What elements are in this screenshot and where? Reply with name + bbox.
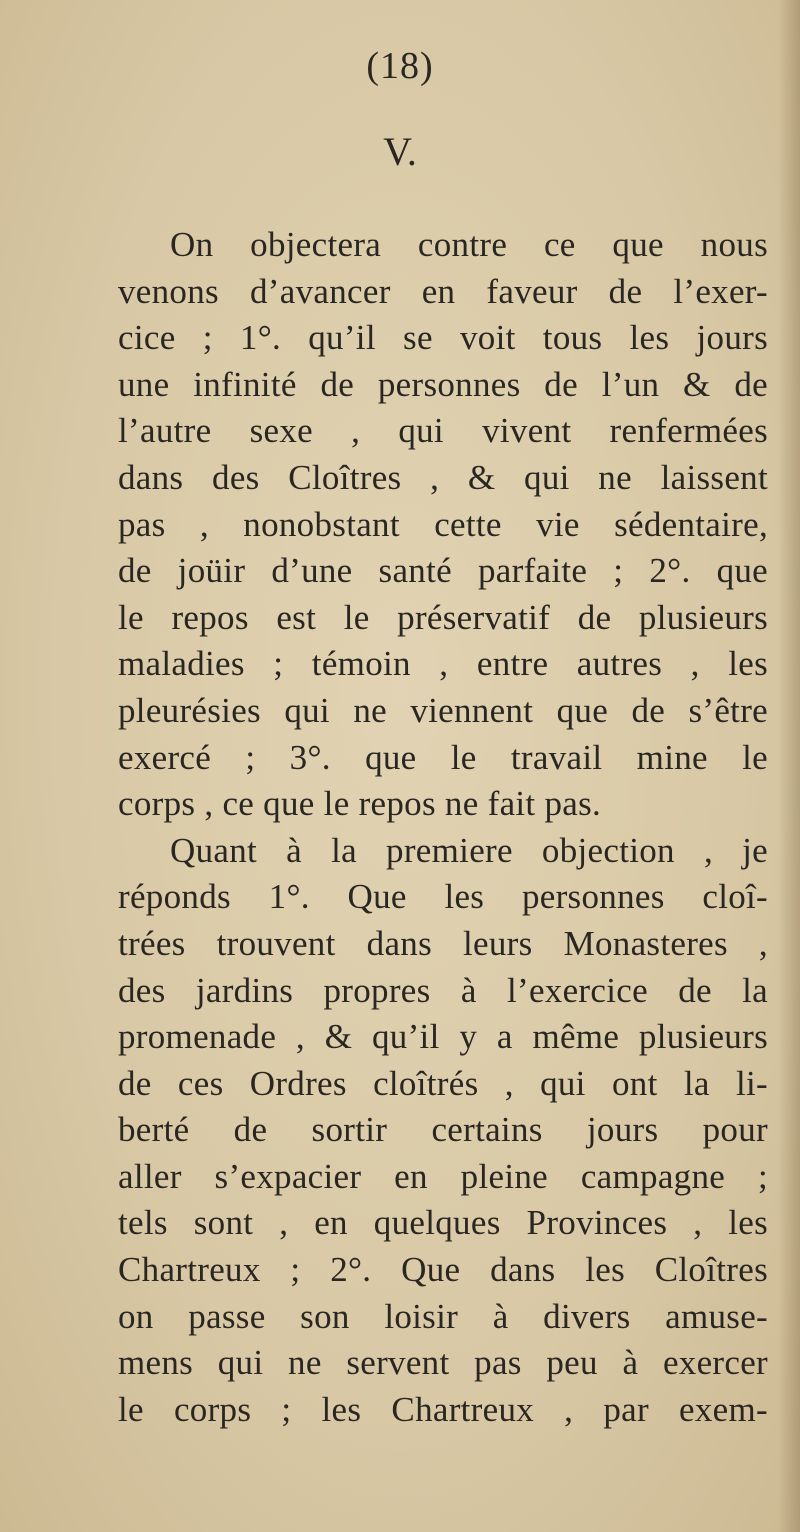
text-line: réponds 1°. Que les personnes cloî- [118, 877, 768, 917]
text-line: pleurésies qui ne viennent que de s’être [118, 690, 768, 730]
text-line: on passe son loisir à divers amuse- [118, 1296, 768, 1336]
text-line: le repos est le préservatif de plusieurs [118, 597, 768, 637]
text-line: de joüir d’une santé parfaite ; 2°. que [118, 551, 768, 591]
text-line: Chartreux ; 2°. Que dans les Cloîtres [118, 1250, 768, 1290]
text-line: corps , ce que le repos ne fait pas. [118, 784, 602, 824]
text-line: des jardins propres à l’exercice de la [118, 970, 768, 1010]
text-line: pas , nonobstant cette vie sédentaire, [118, 504, 768, 544]
text-line: aller s’expacier en pleine campagne ; [118, 1156, 768, 1196]
body-text [118, 222, 768, 1433]
text-line: l’autre sexe , qui vivent renfermées [118, 411, 768, 451]
page-number: (18) [366, 45, 434, 87]
text-line: venons d’avancer en faveur de l’exer- [118, 271, 768, 311]
text-line: Quant à la premiere objection , je [170, 830, 768, 870]
section-numeral: V. [383, 129, 417, 174]
text-line: maladies ; témoin , entre autres , les [118, 644, 768, 684]
text-line: cice ; 1°. qu’il se voit tous les jours [118, 318, 768, 358]
text-line: On objectera contre ce que nous [170, 225, 768, 264]
text-line: une infinité de personnes de l’un & de [118, 364, 768, 404]
text-line: de ces Ordres cloîtrés , qui ont la li- [118, 1063, 768, 1103]
page-edge-shadow [778, 0, 800, 1532]
text-line: tels sont , en quelques Provinces , les [118, 1203, 768, 1243]
text-line: trées trouvent dans leurs Monasteres , [118, 923, 768, 963]
text-line: dans des Cloîtres , & qui ne laissent [118, 457, 768, 497]
text-line: berté de sortir certains jours pour [118, 1110, 768, 1150]
text-line: exercé ; 3°. que le travail mine le [118, 737, 768, 777]
text-line: mens qui ne servent pas peu à exercer [118, 1343, 768, 1383]
text-line: promenade , & qu’il y a même plusieurs [118, 1017, 768, 1057]
text-line: le corps ; les Chartreux , par exem- [118, 1389, 768, 1429]
